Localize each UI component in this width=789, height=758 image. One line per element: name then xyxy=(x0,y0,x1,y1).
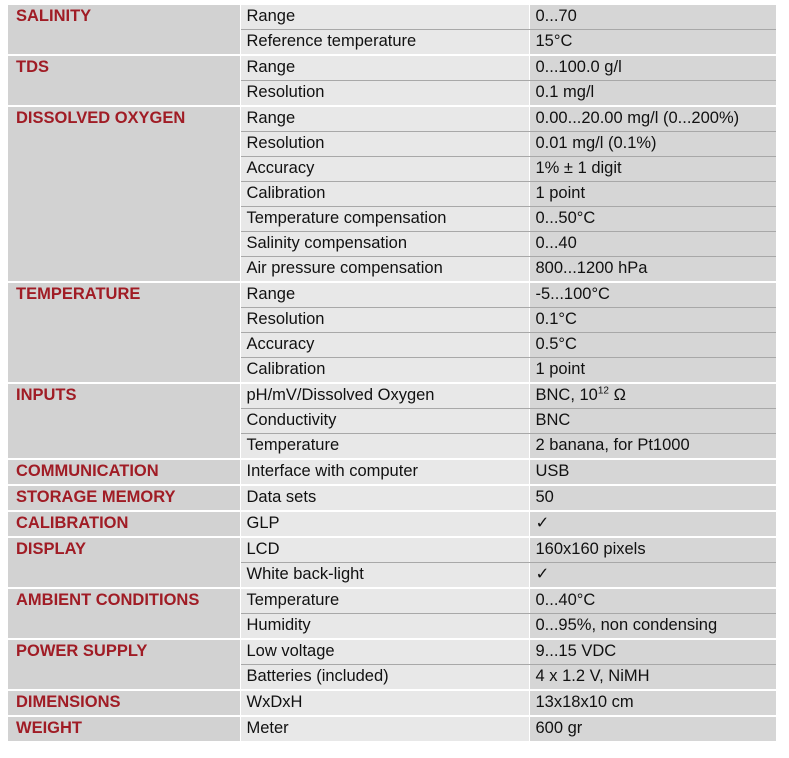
category-label: SALINITY xyxy=(8,4,240,55)
parameter-value: 0...40 xyxy=(529,232,776,257)
spec-row xyxy=(8,106,776,132)
parameter-name: Accuracy xyxy=(240,333,529,358)
parameter-name: Interface with computer xyxy=(240,459,529,485)
value-unit: Ω xyxy=(608,386,626,404)
parameter-value: 50 xyxy=(529,485,776,511)
spec-row xyxy=(8,716,776,741)
parameter-value: -5...100°C xyxy=(529,282,776,308)
parameter-value: 1 point xyxy=(529,358,776,384)
parameter-value: 0...100.0 g/l xyxy=(529,55,776,81)
category-label: AMBIENT CONDITIONS xyxy=(8,588,240,639)
parameter-value: 0...95%, non condensing xyxy=(529,614,776,640)
parameter-name: Humidity xyxy=(240,614,529,640)
parameter-value: ✓ xyxy=(529,511,776,537)
parameter-name: White back-light xyxy=(240,563,529,589)
category-label: DIMENSIONS xyxy=(8,690,240,716)
parameter-name: Data sets xyxy=(240,485,529,511)
parameter-value: 0.01 mg/l (0.1%) xyxy=(529,132,776,157)
parameter-name: Resolution xyxy=(240,132,529,157)
parameter-name: Range xyxy=(240,282,529,308)
parameter-name: Resolution xyxy=(240,81,529,107)
spec-table xyxy=(8,3,776,741)
parameter-name: Resolution xyxy=(240,308,529,333)
spec-table-body xyxy=(8,4,776,741)
category-label: STORAGE MEMORY xyxy=(8,485,240,511)
parameter-value: 9...15 VDC xyxy=(529,639,776,665)
category-label: TDS xyxy=(8,55,240,106)
parameter-name: Temperature xyxy=(240,434,529,460)
parameter-value: 15°C xyxy=(529,30,776,56)
parameter-value: 0...50°C xyxy=(529,207,776,232)
parameter-name: Range xyxy=(240,55,529,81)
parameter-name: GLP xyxy=(240,511,529,537)
parameter-value: 2 banana, for Pt1000 xyxy=(529,434,776,460)
category-label: COMMUNICATION xyxy=(8,459,240,485)
parameter-value: 0.5°C xyxy=(529,333,776,358)
parameter-name: Reference temperature xyxy=(240,30,529,56)
parameter-value: 600 gr xyxy=(529,716,776,741)
parameter-value: 4 x 1.2 V, NiMH xyxy=(529,665,776,691)
parameter-value: 0.1°C xyxy=(529,308,776,333)
parameter-name: Batteries (included) xyxy=(240,665,529,691)
parameter-name: Conductivity xyxy=(240,409,529,434)
category-label: INPUTS xyxy=(8,383,240,459)
parameter-name: Calibration xyxy=(240,358,529,384)
parameter-value: 160x160 pixels xyxy=(529,537,776,563)
value-exponent: 12 xyxy=(597,385,609,397)
parameter-name: Range xyxy=(240,4,529,30)
spec-row xyxy=(8,690,776,716)
parameter-name: WxDxH xyxy=(240,690,529,716)
parameter-name: Accuracy xyxy=(240,157,529,182)
category-label: DISSOLVED OXYGEN xyxy=(8,106,240,282)
category-label: POWER SUPPLY xyxy=(8,639,240,690)
parameter-name: Salinity compensation xyxy=(240,232,529,257)
spec-row xyxy=(8,485,776,511)
category-label: DISPLAY xyxy=(8,537,240,588)
parameter-value: 0...70 xyxy=(529,4,776,30)
parameter-name: Temperature xyxy=(240,588,529,614)
parameter-value: 0.1 mg/l xyxy=(529,81,776,107)
parameter-value: 0...40°C xyxy=(529,588,776,614)
parameter-name: Temperature compensation xyxy=(240,207,529,232)
spec-row xyxy=(8,588,776,614)
parameter-name: Calibration xyxy=(240,182,529,207)
category-label: CALIBRATION xyxy=(8,511,240,537)
spec-row xyxy=(8,537,776,563)
spec-row xyxy=(8,459,776,485)
parameter-name: Range xyxy=(240,106,529,132)
parameter-name: Air pressure compensation xyxy=(240,257,529,283)
spec-row xyxy=(8,4,776,30)
parameter-value: USB xyxy=(529,459,776,485)
spec-row xyxy=(8,511,776,537)
parameter-name: LCD xyxy=(240,537,529,563)
category-label: TEMPERATURE xyxy=(8,282,240,383)
parameter-value: ✓ xyxy=(529,563,776,589)
spec-row xyxy=(8,639,776,665)
parameter-value: 1 point xyxy=(529,182,776,207)
parameter-value: BNC xyxy=(529,409,776,434)
parameter-value: 1% ± 1 digit xyxy=(529,157,776,182)
parameter-value xyxy=(529,383,776,409)
value-text: BNC, 10 xyxy=(535,386,598,404)
category-label: WEIGHT xyxy=(8,716,240,741)
parameter-value: 13x18x10 cm xyxy=(529,690,776,716)
parameter-name: pH/mV/Dissolved Oxygen xyxy=(240,383,529,409)
spec-row xyxy=(8,282,776,308)
parameter-name: Meter xyxy=(240,716,529,741)
spec-row xyxy=(8,55,776,81)
parameter-value: 0.00...20.00 mg/l (0...200%) xyxy=(529,106,776,132)
parameter-name: Low voltage xyxy=(240,639,529,665)
parameter-value: 800...1200 hPa xyxy=(529,257,776,283)
spec-row xyxy=(8,383,776,409)
